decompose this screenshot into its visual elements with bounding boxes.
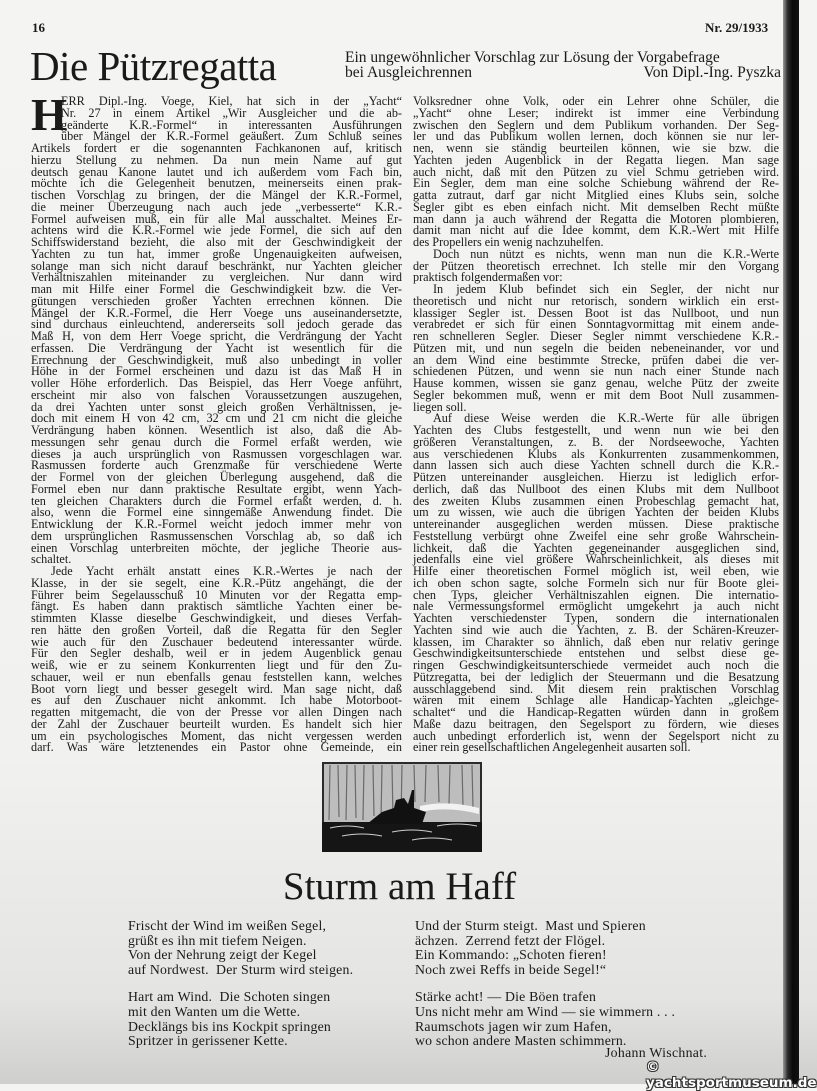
poem-stanza: [128, 919, 353, 977]
text-line: Pützregatta, bei der lediglich der Steuermann und die Besatzung: [413, 669, 779, 684]
text-line: ERR Dipl.-Ing. Voege, Kiel, hat sich in der „Yacht“: [61, 94, 402, 108]
text-line: auch nicht, daß mit den Pützen zu viel Schmu getrieben wird.: [413, 164, 779, 179]
text-line: über Mängel der K.R.-Formel geäußert. Zum Schluß seines: [61, 129, 402, 144]
text-line: Ein Segler, dem man eine solche Schiebung während der Re-: [413, 176, 779, 191]
text-line: Klasse, in der sie segelt, eine K.R.-Pütz angehängt, die der: [31, 575, 402, 590]
poem-line: Uns nicht mehr am Wind — sie wimmern . . .: [415, 1003, 676, 1019]
text-line: ren hätte den großen Vorteil, daß die Regatta für den Segler: [31, 622, 402, 637]
text-line: auch unbedingt erforderlich ist, wenn der Segelsport nicht zu: [413, 728, 779, 743]
article-column-left: [31, 89, 402, 755]
text-line: weiß, wie er zu seinem Konkurrenten liegt und für den Zu-: [31, 658, 402, 672]
text-line: liegen soll.: [413, 399, 467, 414]
text-line: erscheint mir also von falschen Voraussetzungen auszugehen,: [31, 387, 402, 402]
text-line: dann lassen sich auch diese Yachten schnell durch die K.R.-: [413, 458, 779, 473]
text-line: ringen Geschwindigkeitsunterschiede vermeidet auch noch die: [413, 658, 779, 672]
text-line: Segler gibt es eben einfach nicht. Mit demselben Recht müßte: [413, 199, 779, 214]
text-line: gütungen verschieden großer Yachten errechnen können. Die: [31, 293, 402, 308]
text-line: einer rein gesellschaftlichen Angelegenheit ausarten soll.: [413, 740, 691, 755]
text-line: an dem Wind eine bestimmte Strecke, prüfen dabei die ver-: [413, 352, 779, 367]
article-subtitle: [345, 50, 781, 80]
article-author: Von Dipl.-Ing. Pyszka: [643, 64, 781, 81]
text-line: Segler bekommen muß, wenn er mit dem Boot Null zusammen-: [413, 387, 779, 402]
article-title: Die Pützregatta: [30, 43, 277, 89]
text-line: nale Vermessungsformel ermöglicht umgekehrt ja auch nicht: [413, 599, 779, 614]
poem-stanza: [415, 990, 675, 1048]
text-line: einen Vorschlag unterbreiten möchte, der jegliche Theorie aus-: [31, 540, 402, 555]
text-line: jedenfalls eine viel größere Wahrscheinlichkeit, als dieses mit: [413, 552, 779, 567]
text-line: hierzu Stellung zu nehmen. Da nun mein Name auf gut: [31, 152, 402, 167]
text-line: ler und das Publikum wollen lernen, doch können sie nur ler-: [413, 129, 779, 144]
poem-line: wo schon andere Masten schimmern.: [415, 1033, 627, 1049]
text-line: Boot vorn liegt und besser gesegelt wird. Man sage nicht, daß: [31, 681, 402, 696]
text-line: aus verschiedenen Klubs als Konkurrenten zusammenkommen,: [413, 446, 779, 461]
text-line: dem ursprünglichen Rasmussenschen Vorschlag ab, so daß ich: [31, 528, 402, 543]
text-line: solange man sich nicht darauf beschränkt, nur Yachten gleicher: [31, 258, 402, 273]
poem-line: Spritzer in gerissener Kette.: [128, 1033, 288, 1049]
text-line: man dann ja auch während der Regatta die Motoren plombieren,: [413, 211, 779, 226]
text-line: Yachten verschiedenster Typen, sondern die internationalen: [413, 611, 779, 625]
text-line: möchte ich die Gelegenheit benutzen, meinerseits einen prak-: [31, 176, 402, 191]
text-line: Nr. 27 in einem Artikel „Wir Ausgleicher und die ab-: [61, 105, 402, 120]
text-line: lichkeit, daß die Yachten gegeneinander ausgeglichen sind,: [413, 540, 779, 555]
storm-boat-illustration: [322, 762, 482, 852]
text-line: chen Typs, gleicher Verhältniszahlen eignen. Die internatio-: [413, 587, 779, 602]
text-line: Verhältniszahlen miteinander zu vergleichen. Nur dann wird: [31, 270, 402, 285]
text-line: gatta zutraut, darf gar nicht Mitglied eines Klubs sein, solche: [413, 188, 779, 202]
text-line: da drei Yachten unter sonst gleich großen Verhältnissen, je-: [31, 399, 402, 414]
poem-line: Decklängs bis ins Kockpit springen: [128, 1018, 331, 1034]
text-line: Mängel der K.R.-Formel, die Herr Voege uns auseinandersetzte,: [31, 305, 402, 320]
text-line: der Formel von der gleichen Überlegung ausgehend, daß die: [31, 470, 402, 484]
text-line: ren schnelleren Segler. Dieser Segler nimmt verschiedene K.R.-: [413, 329, 779, 343]
text-line: Schiffswiderstand bezieht, die also mit der Geschwindigkeit der: [31, 235, 402, 249]
text-line: erfassen. Die Verdrängung der Yacht ist wesentlich für die: [31, 340, 402, 355]
text-line: ten gleichen Charakters durch die Formel erfaßt werden, d. h.: [31, 493, 402, 508]
poem-title: Sturm am Haff: [282, 865, 517, 908]
text-line: praktisch folgendermaßen vor:: [413, 270, 563, 285]
poem-stanza: [128, 990, 353, 1048]
text-line: Formel aufweisen muß, ein für alle Mal ausschaltet. Meines Er-: [31, 211, 402, 226]
text-line: Geschwindigkeitsunterschiede entstehen und selbst diese ge-: [413, 646, 779, 661]
text-line: schiedenen Pützen, und wenn sie nun nach einer Stunde nach: [413, 364, 779, 379]
text-line: schaltet“ und die Handicap-Regatten würden dann in großem: [413, 705, 779, 719]
poem-line: Raumschots jagen wir zum Hafen,: [415, 1018, 612, 1034]
page-number: 16: [32, 20, 45, 35]
text-line: Höhe in der Formel erscheinen und dazu ist das Maß H in: [31, 364, 402, 379]
text-line: Für den Segler deshalb, weil er in jedem Augenblick genau: [31, 646, 402, 661]
poem-line: Und der Sturm steigt. Mast und Spieren: [415, 918, 646, 933]
text-line: Pützen mit, und nun segeln die beiden nebeneinander, vor und: [413, 340, 779, 355]
subtitle-line: Ein ungewöhnlicher Vorschlag zur Lösung der Vorgabefrage: [345, 49, 720, 66]
text-line: des Propellers ein wenig nachzuhelfen.: [413, 235, 604, 249]
text-line: Hause kommen, wissen sie ganz genau, welche Pütz der zweite: [413, 376, 779, 390]
scan-page-edge: [783, 0, 799, 1084]
text-line: Entwicklung der K.R.-Formel weicht jedoch immer mehr von: [31, 517, 402, 531]
poem-line: Frischt der Wind im weißen Segel,: [128, 918, 327, 933]
subtitle-line: bei Ausgleichrennen: [345, 64, 472, 81]
poem-line: grüßt es ihn mit tiefem Neigen.: [128, 932, 307, 948]
text-line: Formel eben nur dann praktische Resultate ergibt, wenn Yach-: [31, 481, 402, 496]
poem-author: Johann Wischnat.: [605, 1045, 708, 1060]
text-line: Maße dazu beitragen, den Segelsport zu fördern, wie dieses: [413, 716, 779, 731]
text-line: fängt. Es haben dann praktisch sämtliche Yachten einer be-: [31, 599, 402, 614]
text-line: also, wenn die Formel eine sinngemäße Anwendung findet. Die: [31, 505, 402, 520]
text-line: größeren Veranstaltungen, z. B. der Nordseewoche, Yachten: [413, 434, 779, 449]
text-line: Volksredner ohne Volk, oder ein Lehrer ohne Schüler, die: [413, 94, 779, 108]
text-line: wären mit einem Schlage alle Handicap-Yachten „gleichge-: [413, 693, 779, 708]
text-line: geänderte K.R.-Formel“ in interessanten Ausführungen: [61, 117, 402, 132]
text-line: theoretisch und nicht nur retorisch, sondern wirklich ein erst-: [413, 293, 779, 308]
text-line: des zweiten Klubs zusammen einen Probeschlag gemacht hat,: [413, 493, 779, 508]
text-line: Hilfe einer theoretischen Formel möglich ist, weil eben, wie: [413, 564, 779, 578]
text-line: ich oben schon sagte, solche Formeln sich nur für Boote glei-: [413, 575, 779, 590]
text-line: zwischen den Seglern und dem Publikum vorhanden. Der Seg-: [413, 117, 779, 132]
poem-column-right: [415, 919, 675, 1062]
poem-stanza: [415, 919, 675, 977]
text-line: darf. Was wäre letztenendes ein Pastor ohne Gemeinde, ein: [31, 740, 402, 755]
watermark-copyright: © yachtsportmuseum.de: [646, 1059, 817, 1091]
text-line: Artikels fordert er die sogenannten Fachkanonen auf, kritisch: [31, 141, 402, 155]
text-line: voller Höhe erforderlich. Das Beispiel, das Herr Voege anführt,: [31, 376, 402, 390]
text-line: wie auch für den Zuschauer bedeutend interessanter würde.: [31, 634, 402, 649]
text-line: ausschlaggebend sind. Mit diesem rein praktischen Vorschlag: [413, 681, 779, 696]
text-line: verabredet er sich für einen Sonntagvormittag mit einem ande-: [413, 317, 779, 332]
text-line: tischen Vorschlag zu bringen, der die Mängel der K.R.-Formel,: [31, 188, 402, 202]
text-line: Yachten zu tun hat, immer große Ungenauigkeiten aufweisen,: [31, 246, 402, 261]
text-line: achtens wird die K.R.-Formel wie jede Formel, die sich auf den: [31, 223, 402, 238]
article-column-right: [413, 96, 779, 754]
text-line: um zu wissen, wie auch die übrigen Yachten der beiden Klubs: [413, 505, 779, 520]
text-line: stimmten Klasse dieselbe Geschwindigkeit, und dieses Verfah-: [31, 611, 402, 625]
text-line: Maß H, von dem Herr Voege spricht, die Verdrängung der Yacht: [31, 329, 402, 343]
text-line: Yachten sind wie auch die Yachten, z. B. der Schären-Kreuzer-: [413, 622, 779, 637]
text-line: der Pützen theoretisch errechnet. Ich stelle mir den Vorgang: [413, 258, 779, 273]
text-line: Yachten jeden Augenblick in der Regatta liegen. Man sage: [413, 152, 779, 167]
poem-line: Noch zwei Reffs in beide Segel!“: [415, 961, 607, 977]
text-line: „Yacht“ ohne Leser; indirekt ist immer eine Verbindung: [413, 105, 779, 120]
poem-line: mit den Wanten um die Wette.: [128, 1003, 301, 1019]
text-line: Auf diese Weise werden die K.R.-Werte für alle übrigen: [433, 411, 779, 426]
text-line: deutsch genau Kanone lautet und ich außerdem vom Fach bin,: [31, 164, 402, 179]
text-line: Pützen untereinander ausgleichen. Hierzu ist lediglich erfor-: [413, 470, 779, 484]
poem-line: ächzen. Zerrend fetzt der Flögel.: [415, 932, 606, 948]
text-line: Führer beim Segelausschuß 10 Minuten vor der Regatta emp-: [31, 587, 402, 602]
text-line: man mit Hilfe einer Formel die Geschwindigkeit bzw. die Ver-: [31, 282, 402, 296]
text-line: die meiner Überzeugung nach auch jede „verbesserte“ K.R.-: [31, 199, 402, 214]
text-line: Doch nun nützt es nichts, wenn man nun die K.R.-Werte: [433, 246, 779, 261]
text-line: um ein psychologisches Moment, das nicht vergessen werden: [31, 728, 402, 743]
issue-number: Nr. 29/1933: [705, 20, 769, 35]
poem-line: auf Nordwest. Der Sturm wird steigen.: [128, 961, 354, 977]
text-line: klassen, im Charakter so ähnlich, daß eben nur relativ geringe: [413, 634, 779, 649]
text-line: schaltet.: [31, 552, 72, 567]
text-line: der Zahl der Zuschauer beurteilt wurden. Es handelt sich hier: [31, 716, 402, 731]
text-line: Yachten des Clubs festgestellt, und wenn nun wie bei den: [413, 423, 779, 437]
text-line: Errechnung der Geschwindigkeit, muß also unbedingt in voller: [31, 352, 402, 367]
text-line: dieses ja auch ursprünglich von Rasmussen vorgeschlagen war.: [31, 446, 402, 461]
text-line: sind durchaus einleuchtend, andererseits soll jedoch gerade das: [31, 317, 402, 332]
poem-line: Stärke acht! — Die Böen trafen: [415, 989, 597, 1005]
text-line: Rasmussen forderte auch Grenzmaße für verschiedene Werte: [31, 458, 402, 473]
text-line: damit man nicht auf die Idee kommt, dem K.R.-Wert mit Hilfe: [413, 223, 779, 238]
text-line: schauer, weil er nun ebenfalls genau feststellen kann, welches: [31, 669, 402, 684]
text-line: Verdrängung haben können. Wesentlich ist also, daß die Ab-: [31, 423, 402, 437]
text-line: derlich, daß das Nullboot des einen Klubs mit dem Nullboot: [413, 481, 779, 496]
poem-column-left: [128, 919, 353, 1062]
poem-line: Hart am Wind. Die Schoten singen: [128, 989, 331, 1005]
text-line: nen, wenn sie ständig beurteilen können, wie sie bzw. die: [413, 141, 779, 155]
text-line: es auf den Zuschauer nicht ankommt. Ich habe Motorboot-: [31, 693, 402, 708]
text-line: regatten mitgemacht, die von der Presse vor allen Dingen nach: [31, 705, 402, 719]
text-line: messungen sehr genau durch die Formel erfaßt werden, wie: [31, 434, 402, 449]
drop-cap: H: [31, 89, 67, 140]
text-line: In jedem Klub befindet sich ein Segler, der nicht nur: [433, 282, 779, 296]
text-line: Feststellung verbürgt ohne Zweifel eine sehr große Wahrschein-: [413, 528, 779, 543]
text-line: klassiger Segler ist. Dessen Boot ist das Nullboot, und nun: [413, 305, 779, 320]
poem-line: Von der Nehrung zeigt der Kegel: [128, 947, 317, 963]
text-line: Jede Yacht erhält anstatt eines K.R.-Wertes je nach der: [51, 564, 402, 578]
poem-line: Ein Kommando: „Schoten fieren!: [415, 947, 607, 963]
text-line: untereinander ausgeglichen werden müssen. Diese praktische: [413, 517, 779, 531]
text-line: doch mit einem H von 42 cm, 32 cm und 21 cm nicht die gleiche: [31, 411, 402, 426]
